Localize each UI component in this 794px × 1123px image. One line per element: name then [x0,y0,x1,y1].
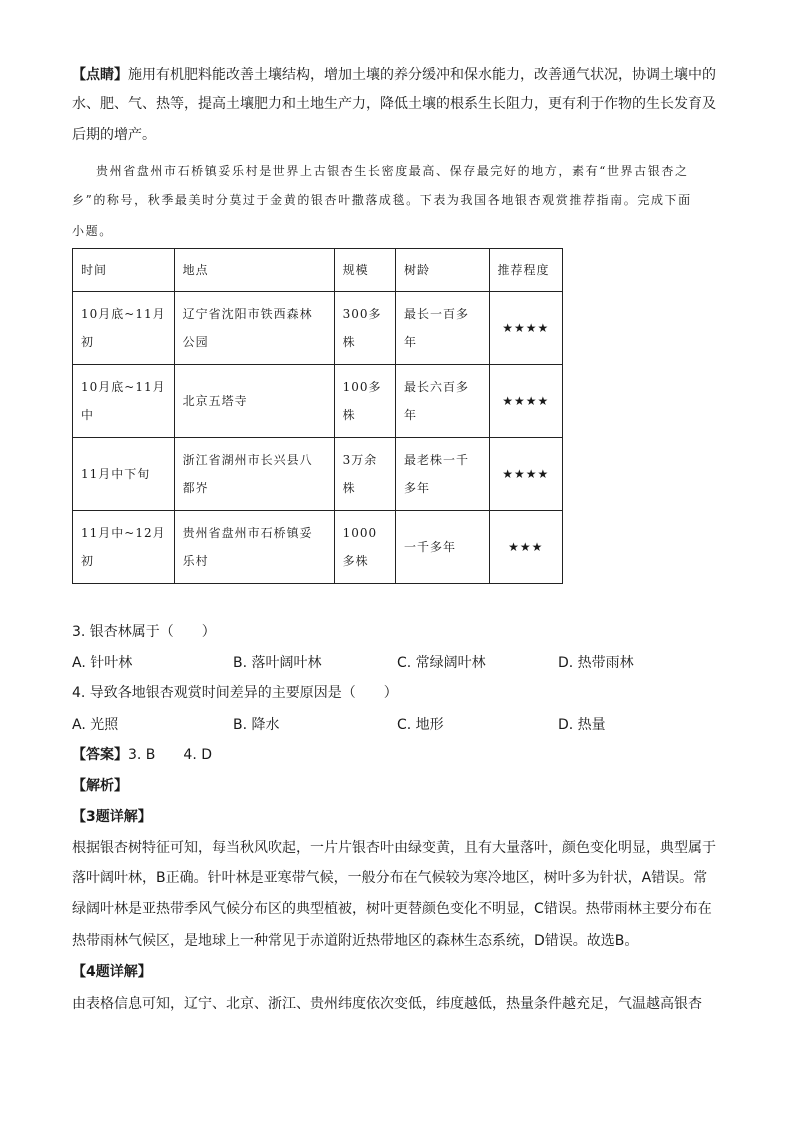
q3-option-a: A. 针叶林 [72,655,133,671]
table-row [73,365,563,438]
tip-line-2: 水、肥、气、热等，提高土壤肥力和土地生产力，降低土壤的根系生长阻力，更有利于作物的生长发育及 [72,96,716,112]
cell-place: 贵州省盘州市石桥镇妥乐村 [174,511,334,584]
cell-time: 10月底~11月中 [73,365,175,438]
cell-age: 一千多年 [395,511,489,584]
cell-stars: ★★★★ [489,292,562,365]
tip-line-1: 【点睛】施用有机肥料能改善土壤结构，增加土壤的养分缓冲和保水能力，改善通气状况，协调土壤中的 [72,67,716,83]
tip-line-3: 后期的增产。 [72,127,156,143]
q4-option-c: C. 地形 [397,717,444,733]
q3-option-b: B. 落叶阔叶林 [233,655,322,671]
detail-3-tag: 【3题详解】 [72,809,152,825]
tip-tag: 【点睛】 [72,67,128,83]
question-4-options [72,711,724,740]
q3-option-c: C. 常绿阔叶林 [397,655,486,671]
answer-text: 3. B 4. D [128,747,212,763]
cell-age: 最长一百多年 [395,292,489,365]
table-row [73,511,563,584]
intro-line-3: 小题。 [72,224,113,238]
cell-scale: 1000多株 [334,511,395,584]
ginkgo-guide-table [72,248,563,584]
answer-line [72,741,724,770]
detail-3-line-2: 落叶阔叶林，B正确。针叶林是亚寒带气候，一般分布在气候较为寒冷地区，树叶多为针状，A错误。常 [72,870,708,886]
question-3-stem: 3. 银杏林属于（ ） [72,624,216,640]
table-row [73,292,563,365]
cell-scale: 100多株 [334,365,395,438]
table-row [73,438,563,511]
cell-time: 11月中~12月初 [73,511,175,584]
cell-stars: ★★★★ [489,365,562,438]
cell-age: 最长六百多年 [395,365,489,438]
q4-option-d: D. 热量 [558,717,606,733]
cell-scale: 3万余株 [334,438,395,511]
cell-place: 辽宁省沈阳市铁西森林公园 [174,292,334,365]
detail-3-line-1: 根据银杏树特征可知，每当秋风吹起，一片片银杏叶由绿变黄，且有大量落叶，颜色变化明显，典型属于 [72,840,716,856]
q4-option-a: A. 光照 [72,717,119,733]
detail-3-line-4: 热带雨林气候区，是地球上一种常见于赤道附近热带地区的森林生态系统，D错误。故选B。 [72,933,639,949]
cell-place: 北京五塔寺 [174,365,334,438]
q4-option-b: B. 降水 [233,717,280,733]
header-rating: 推荐程度 [489,249,562,292]
analysis-tag: 【解析】 [72,778,128,794]
cell-age: 最老株一千多年 [395,438,489,511]
question-3-options [72,649,724,678]
cell-stars: ★★★ [489,511,562,584]
detail-3-line-3: 绿阔叶林是亚热带季风气候分布区的典型植被，树叶更替颜色变化不明显，C错误。热带雨林主要分布在 [72,901,712,917]
cell-place: 浙江省湖州市长兴县八都岕 [174,438,334,511]
header-time: 时间 [73,249,175,292]
answer-tag: 【答案】 [72,747,128,763]
table-header-row [73,249,563,292]
header-age: 树龄 [395,249,489,292]
detail-4-tag: 【4题详解】 [72,964,152,980]
header-scale: 规模 [334,249,395,292]
cell-scale: 300多株 [334,292,395,365]
cell-time: 11月中下旬 [73,438,175,511]
intro-line-2: 乡”的称号，秋季最美时分莫过于金黄的银杏叶撒落成毯。下表为我国各地银杏观赏推荐指南。完成下面 [72,193,692,207]
detail-4-line-1: 由表格信息可知，辽宁、北京、浙江、贵州纬度依次变低，纬度越低，热量条件越充足，气温越高银杏 [72,996,702,1012]
q3-option-d: D. 热带雨林 [558,655,634,671]
question-4-stem: 4. 导致各地银杏观赏时间差异的主要原因是（ ） [72,685,398,701]
header-place: 地点 [174,249,334,292]
cell-time: 10月底~11月初 [73,292,175,365]
intro-line-1: 贵州省盘州市石桥镇妥乐村是世界上古银杏生长密度最高、保存最完好的地方，素有“世界古银杏之 [96,164,689,178]
cell-stars: ★★★★ [489,438,562,511]
